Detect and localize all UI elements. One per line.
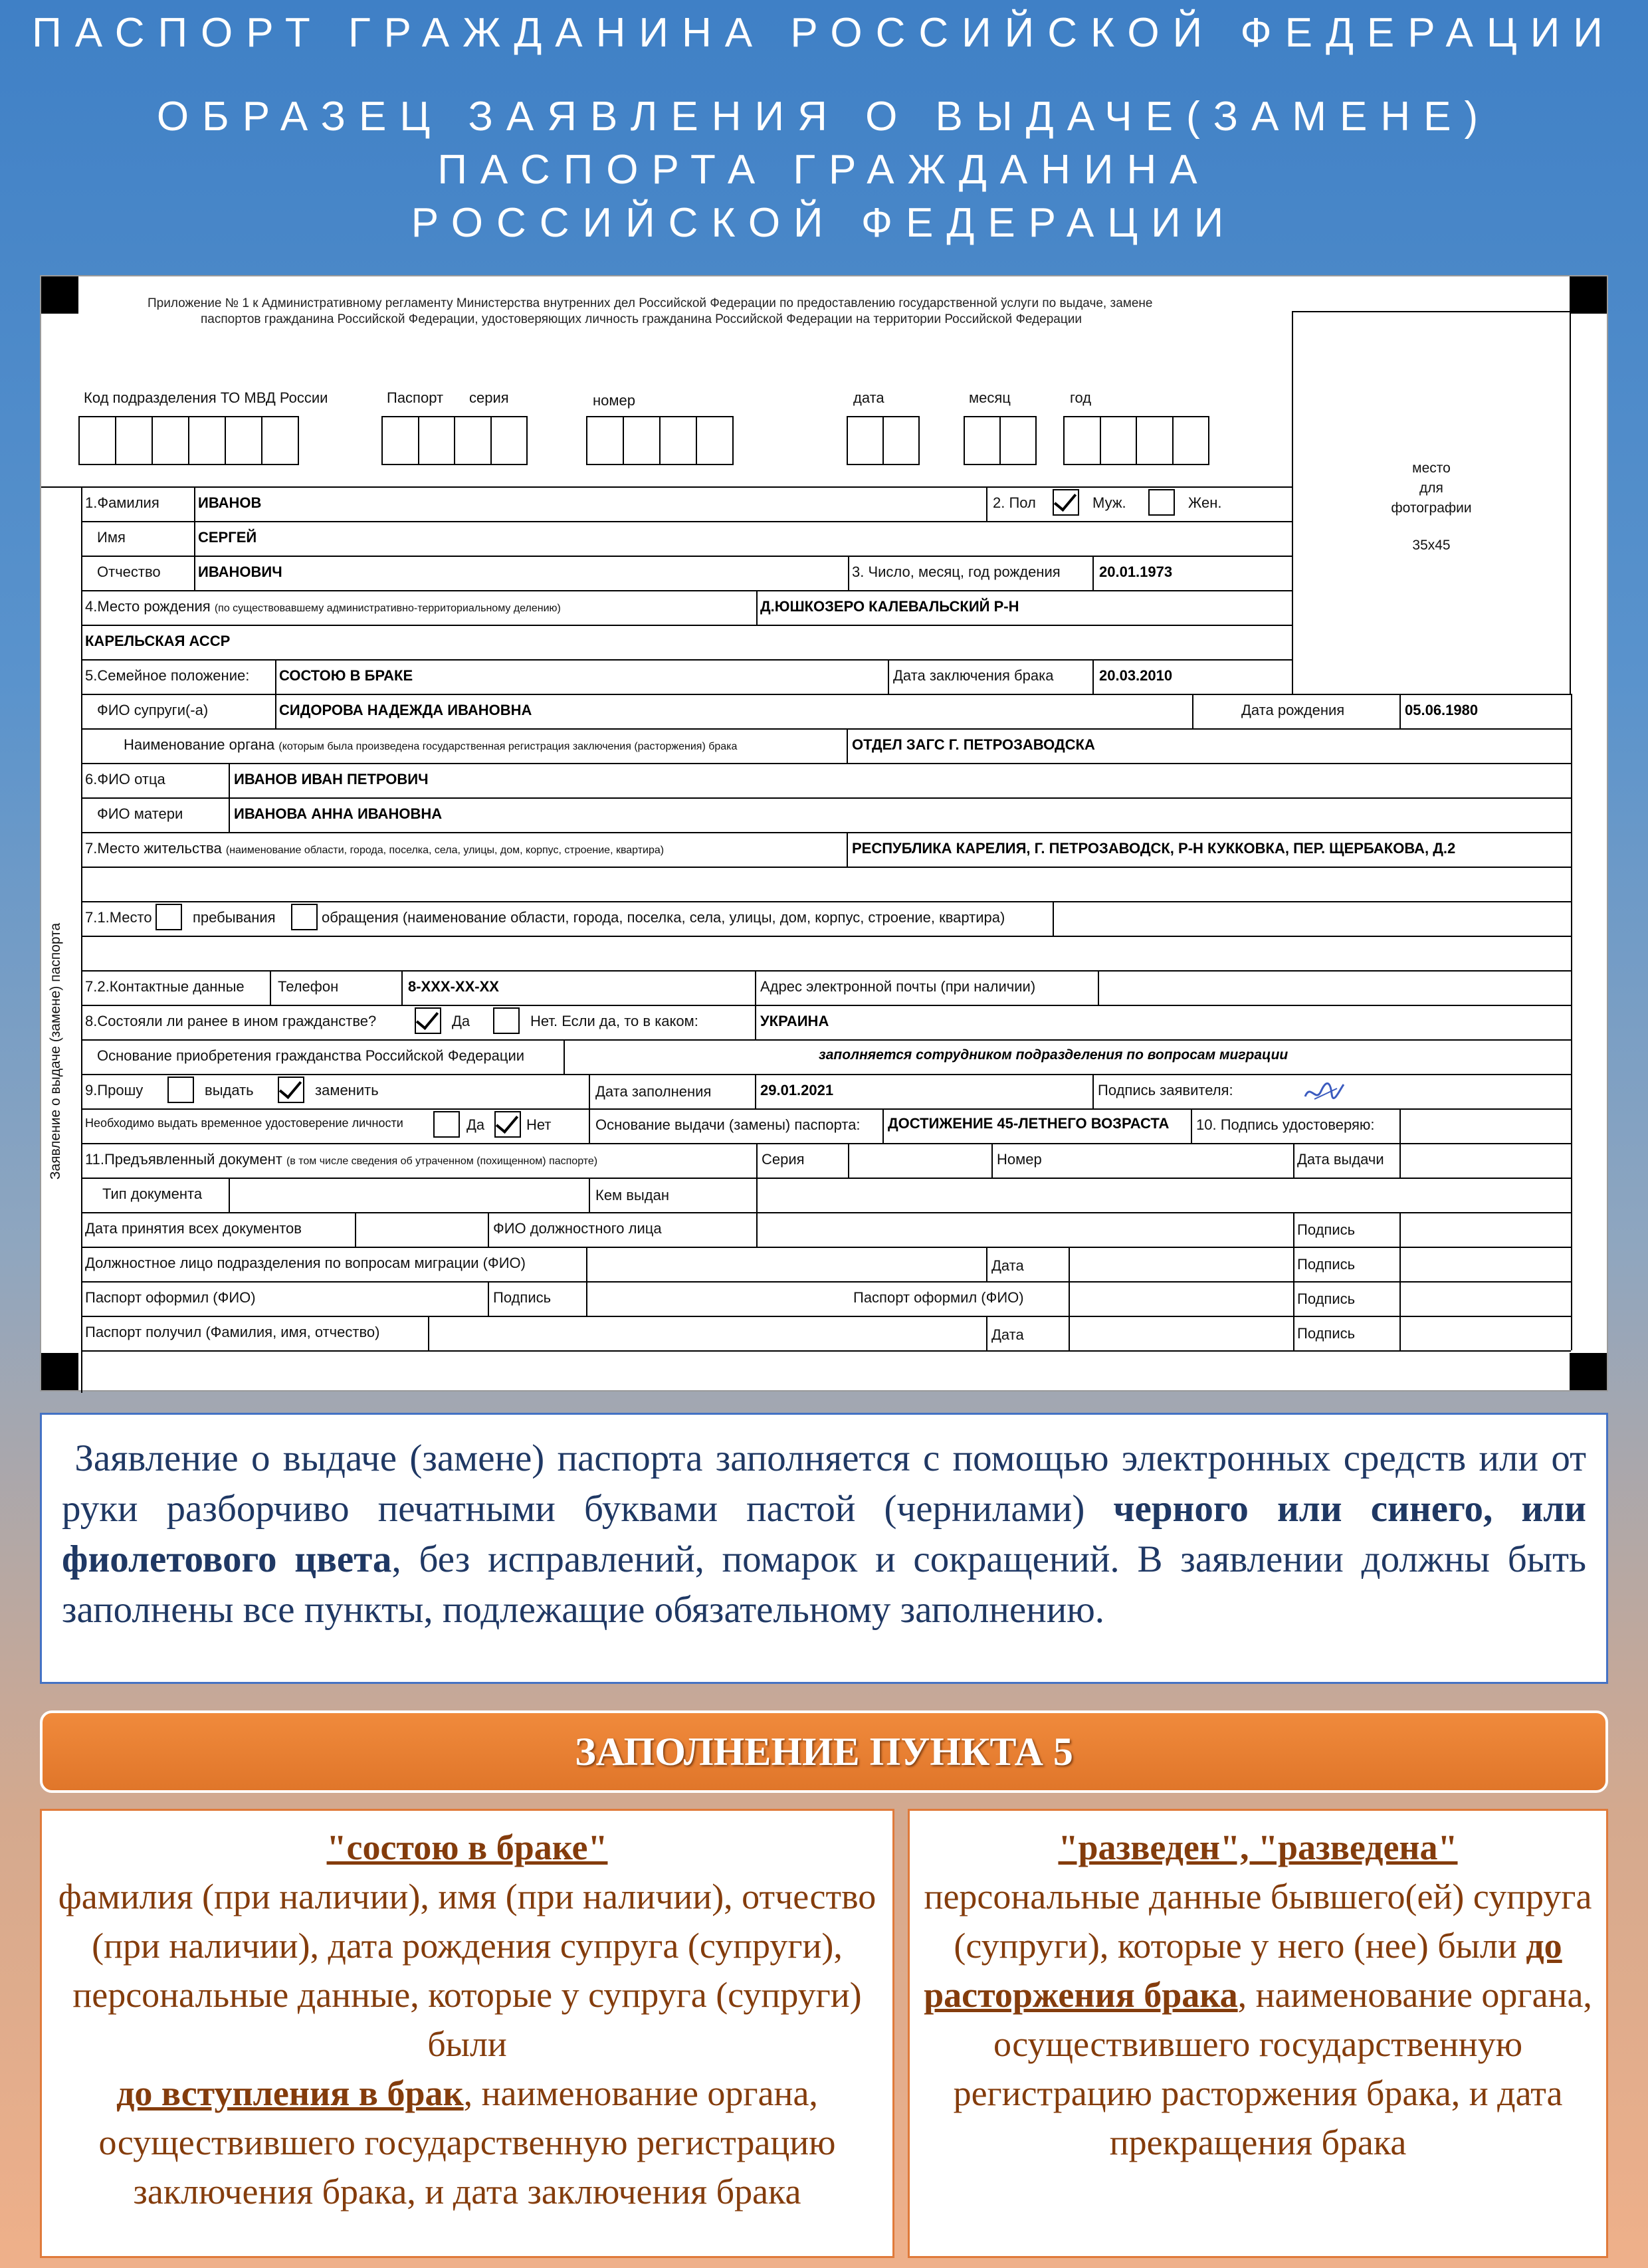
mother-value[interactable]: ИВАНОВА АННА ИВАНОВНА	[234, 805, 443, 822]
residence-value[interactable]: РЕСПУБЛИКА КАРЕЛИЯ, Г. ПЕТРОЗАВОДСК, Р-Н КУККОВКА, ПЕР. ЩЕРБАКОВА, Д.2	[852, 840, 1456, 857]
photo-label: фотографии	[1391, 500, 1472, 516]
issue-date-label: Дата выдачи	[1297, 1151, 1384, 1168]
stay-label: 7.1.Место	[85, 909, 152, 926]
page-title: ПАСПОРТ ГРАЖДАНИНА РОССИЙСКОЙ ФЕДЕРАЦИИ	[32, 10, 1616, 56]
marital-value[interactable]: СОСТОЮ В БРАКЕ	[279, 667, 413, 684]
patronymic-label: Отчество	[97, 564, 161, 580]
photo-placeholder	[1292, 311, 1571, 694]
certify-label: 10. Подпись удостоверяю:	[1196, 1116, 1375, 1133]
photo-label: для	[1419, 480, 1443, 496]
female-checkbox[interactable]	[1148, 489, 1175, 516]
card-married-title: "состою в браке"	[326, 1827, 608, 1867]
name-label: Имя	[97, 529, 126, 546]
male-label: Муж.	[1092, 494, 1126, 511]
citizenship-value[interactable]: УКРАИНА	[760, 1013, 829, 1029]
series-field[interactable]	[381, 416, 528, 465]
passport-made2-label: Паспорт оформил (ФИО)	[853, 1289, 1024, 1306]
series-label: серия	[469, 389, 509, 406]
fill-date-value[interactable]: 29.01.2021	[760, 1082, 834, 1098]
residence-label: 7.Место жительства (наименование области, города, поселка, села, улицы, дом, корпус, строение, квартира)	[85, 840, 665, 857]
migration-official-label: Должностное лицо подразделения по вопросам миграции (ФИО)	[85, 1255, 526, 1271]
mother-label: ФИО матери	[97, 805, 183, 822]
email-label: Адрес электронной почты (при наличии)	[760, 978, 1036, 995]
yes-label: Да	[452, 1013, 470, 1029]
number-label: номер	[593, 392, 635, 409]
marriage-date-label: Дата заключения брака	[893, 667, 1054, 684]
subtitle-line-2: ПАСПОРТА ГРАЖДАНИНА	[437, 147, 1211, 193]
surname-value[interactable]: ИВАНОВ	[198, 494, 262, 511]
reason-label: Основание выдачи (замены) паспорта:	[595, 1116, 861, 1133]
info-box	[40, 1413, 1608, 1684]
citizenship-yes-checkbox[interactable]	[415, 1007, 441, 1034]
year-field[interactable]	[1063, 416, 1209, 465]
marital-label: 5.Семейное положение:	[85, 667, 250, 684]
surname-label: 1.Фамилия	[85, 494, 159, 511]
official-fio-label: ФИО должностного лица	[493, 1220, 662, 1237]
spouse-dob-label: Дата рождения	[1241, 702, 1345, 718]
appeal-option: обращения (наименование области, города, поселка, села, улицы, дом, корпус, строение, квартира)	[322, 909, 1005, 926]
issue-label: выдать	[205, 1082, 254, 1098]
passport-received-label: Паспорт получил (Фамилия, имя, отчество)	[85, 1324, 380, 1340]
temp-no-checkbox[interactable]	[494, 1111, 521, 1138]
replace-checkbox[interactable]	[278, 1077, 304, 1103]
number-field[interactable]	[586, 416, 734, 465]
migration-note: заполняется сотрудником подразделения по вопросам миграции	[819, 1047, 1288, 1063]
subtitle-line-1: ОБРАЗЕЦ ЗАЯВЛЕНИЯ О ВЫДАЧЕ(ЗАМЕНЕ)	[156, 94, 1492, 140]
year-label: год	[1070, 389, 1092, 406]
doc-label: 11.Предъявленный документ (в том числе сведения об утраченном (похищенном) паспорте)	[85, 1151, 598, 1168]
left-border	[81, 486, 82, 1393]
name-value[interactable]: СЕРГЕЙ	[198, 529, 257, 546]
temp-yes-checkbox[interactable]	[433, 1111, 460, 1138]
card-married	[40, 1809, 894, 2258]
father-label: 6.ФИО отца	[85, 771, 165, 787]
section-banner: ЗАПОЛНЕНИЕ ПУНКТА 5	[40, 1710, 1608, 1793]
dob-label: 3. Число, месяц, год рождения	[852, 564, 1061, 580]
citizenship-no-checkbox[interactable]	[493, 1007, 520, 1034]
temp-id-label: Необходимо выдать временное удостоверение личности	[85, 1116, 403, 1130]
day-label: дата	[853, 389, 884, 406]
code-field[interactable]	[78, 416, 299, 465]
pob-label: 4.Место рождения (по существовавшему административно-территориальному делению)	[85, 598, 561, 615]
sex-label: 2. Пол	[993, 494, 1036, 511]
request-label: 9.Прошу	[85, 1082, 144, 1098]
card-married-text: фамилия (при наличии), имя (при наличии), отчество (при наличии), дата рождения супруга (супруги), персональные данные, которые у супруга (супруги) были до вступления в брак, наименование органа, осуществившего государственную регистрацию заключения брака, и дата заключения брака	[58, 1877, 876, 2212]
issue-checkbox[interactable]	[167, 1077, 194, 1103]
male-checkbox[interactable]	[1053, 489, 1079, 516]
subtitle-line-3: РОССИЙСКОЙ ФЕДЕРАЦИИ	[411, 200, 1237, 246]
fill-date-label: Дата заполнения	[595, 1083, 712, 1100]
father-value[interactable]: ИВАНОВ ИВАН ПЕТРОВИЧ	[234, 771, 429, 787]
date-label: Дата	[991, 1257, 1024, 1274]
appendix-text: Приложение № 1 к Административному регламенту Министерства внутренних дел Российской Федерации по предоставлению государственной услуги по выдаче, замене	[148, 296, 1153, 310]
doc-type-label: Тип документа	[102, 1186, 203, 1202]
photo-size: 35х45	[1412, 538, 1451, 553]
page-subtitle	[0, 90, 1648, 250]
issued-by-label: Кем выдан	[595, 1187, 670, 1203]
contacts-label: 7.2.Контактные данные	[85, 978, 245, 995]
spouse-dob-value[interactable]: 05.06.1980	[1405, 702, 1479, 718]
info-text: Заявление о выдаче (замене) паспорта заполняется с помощью электронных средств или от руки разборчиво печатными буквами пастой (чернилами)	[62, 1437, 1587, 1530]
phone-value[interactable]: 8-XXX-XX-XX	[408, 978, 499, 995]
docs-date-label: Дата принятия всех документов	[85, 1220, 302, 1237]
card-divorced-title: "разведен", "разведена"	[1058, 1827, 1458, 1867]
spouse-label: ФИО супруги(-а)	[97, 702, 209, 718]
code-label: Код подразделения ТО МВД России	[84, 389, 328, 406]
corner-marker	[41, 1353, 78, 1390]
corner-marker	[1570, 276, 1607, 314]
temp-no-label: Нет	[526, 1116, 552, 1133]
sign-label: Подпись	[1297, 1325, 1356, 1342]
temp-yes-label: Да	[466, 1116, 485, 1133]
citizenship-label: 8.Состояли ли ранее в ином гражданстве?	[85, 1013, 377, 1029]
organ-value[interactable]: ОТДЕЛ ЗАГС Г. ПЕТРОЗАВОДСКА	[852, 736, 1095, 753]
signature-label: Подпись заявителя:	[1098, 1082, 1233, 1098]
corner-marker	[41, 276, 78, 314]
patronymic-value[interactable]: ИВАНОВИЧ	[198, 564, 282, 580]
organ-label: Наименование органа (которым была произведена государственная регистрация заключения (расторжения) брака	[124, 736, 738, 753]
appendix-text: паспортов гражданина Российской Федерации, удостоверяющих личность гражданина Российской Федерации на территории Российской Федерации	[201, 312, 1082, 326]
basis-label: Основание приобретения гражданства Российской Федерации	[97, 1047, 525, 1064]
info-bold: черного или синего, или фиолетового цвета	[62, 1488, 1586, 1580]
stay-checkbox[interactable]	[155, 904, 182, 930]
number2-label: Номер	[997, 1151, 1042, 1168]
date-label: Дата	[991, 1326, 1024, 1343]
sign-label: Подпись	[1297, 1221, 1356, 1238]
reason-value[interactable]: ДОСТИЖЕНИЕ 45-ЛЕТНЕГО ВОЗРАСТА	[888, 1115, 1170, 1132]
no-label: Нет. Если да, то в каком:	[530, 1013, 698, 1029]
appeal-checkbox[interactable]	[291, 904, 318, 930]
pob-value-2[interactable]: КАРЕЛЬСКАЯ АССР	[85, 633, 231, 649]
info-text-2: , без исправлений, помарок и сокращений. В заявлении должны быть заполнены все пункты, подлежащие обязательному заполнению.	[62, 1538, 1586, 1631]
passport-made-label: Паспорт оформил (ФИО)	[85, 1289, 256, 1306]
month-label: месяц	[969, 389, 1011, 406]
replace-label: заменить	[315, 1082, 379, 1098]
sign-label: Подпись	[1297, 1290, 1356, 1307]
series2-label: Серия	[762, 1151, 805, 1168]
marriage-date-value[interactable]: 20.03.2010	[1099, 667, 1173, 684]
dob-value[interactable]: 20.01.1973	[1099, 564, 1173, 580]
day-field[interactable]	[847, 416, 920, 465]
vertical-title: Заявление о выдаче (замене) паспорта	[48, 922, 63, 1180]
application-form	[40, 275, 1608, 1392]
female-label: Жен.	[1188, 494, 1222, 511]
photo-label: место	[1412, 461, 1451, 476]
corner-marker	[1570, 1353, 1607, 1390]
passport-label: Паспорт	[387, 389, 444, 406]
pob-value[interactable]: Д.ЮШКОЗЕРО КАЛЕВАЛЬСКИЙ Р-Н	[760, 598, 1019, 615]
spouse-value[interactable]: СИДОРОВА НАДЕЖДА ИВАНОВНА	[279, 702, 532, 718]
stay-option: пребывания	[193, 909, 276, 926]
month-field[interactable]	[964, 416, 1037, 465]
sign-label: Подпись	[1297, 1256, 1356, 1273]
card-divorced	[908, 1809, 1608, 2258]
signature-icon	[1301, 1077, 1348, 1106]
card-divorced-text: персональные данные бывшего(ей) супруга (супруги), которые у него (нее) были до расторжения брака, наименование органа, осуществившего государственную регистрацию расторжения брака, и дата прекращения брака	[924, 1877, 1592, 2162]
sign2-label: Подпись	[493, 1289, 552, 1306]
phone-label: Телефон	[278, 978, 339, 995]
